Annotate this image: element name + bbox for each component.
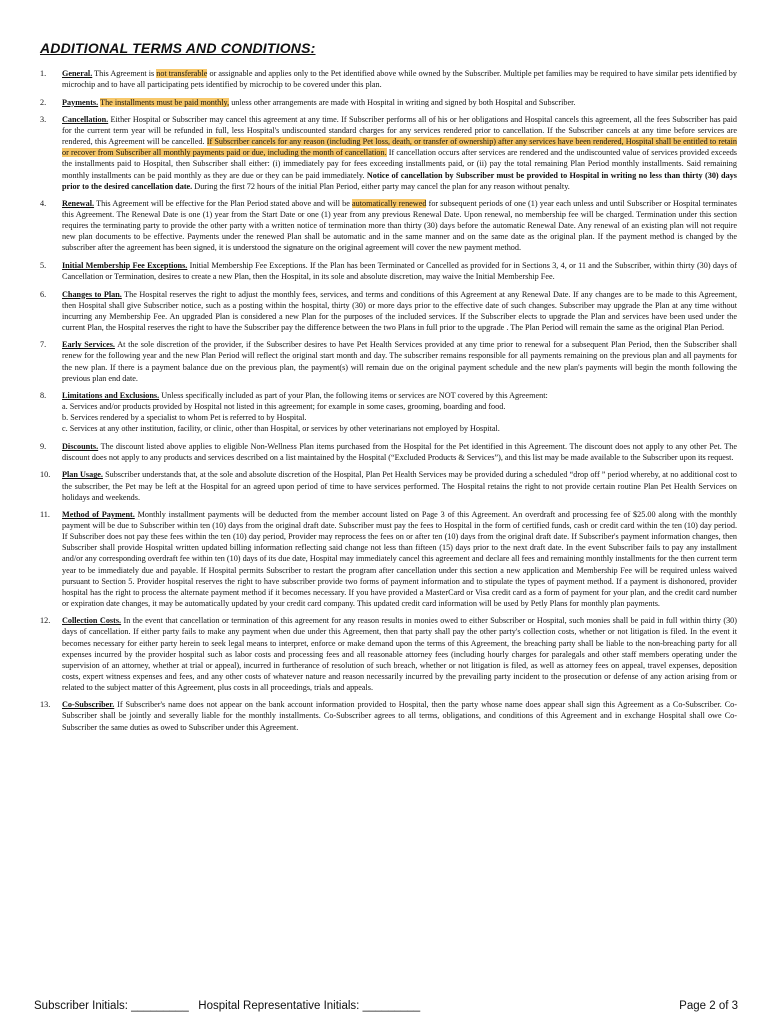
term-number: 10. (40, 470, 51, 480)
exclusion-item: c. Services at any other institution, facility, or clinic, other than Hospital, or services by other veterinarians not employed by Hospital. (62, 424, 500, 434)
term-text: Unless specifically included as part of your Plan, the following items or services are NOT covered by this Agreement: (159, 391, 548, 401)
term-text: If Subscriber's name does not appear on the bank account information provided to Hospital, then the party whose name does appear shall sign this Agreement as a Co-Subscriber. Co-Subscriber shall be jointly and severally liable for the monthly installments. Co-Subscriber agrees to all terms, obligations, and conditions of this Agreement and in exchange Hospital shall owe Co-Subscriber the same duties as owed to Subscriber under this Agreement. (62, 700, 737, 732)
term-early-services (34, 339, 737, 383)
term-heading: General. (62, 69, 93, 78)
term-number: 8. (40, 391, 47, 401)
term-text: In the event that cancellation or termination of this agreement for any reason results in monies owed to either Subscriber or Hospital, such monies shall be paid in full within thirty (30) days of cancellation. If either party fails to make any payment when due under this Agreement, then that party shall pay the other party's collection costs, whether or not litigation is filed. In the event it becomes necessary for either party herein to seek legal means to interpret, enforce or make demand upon the terms of this Agreement, the breaching party shall be liable to the non-breaching party for all expenses incurred by the provider hospital such as labor costs and processing fees and all reasonable attorney fees (including hourly charges for paralegals and other staff members operating under the supervision of an attorney, whether at trial or appeal), incurred in furtherance of resolution of such breach, whether or not litigation is filed, as well as attorney fees on appeal, travel expenses, deposition costs, expert witness expenses and fees, and any other costs of whatever nature and reason necessarily incurred by the prevailing party incident to the prosecution or defense of any action arising from or related to the subject matter of this Agreement, plus costs in all proceedings, trials and appeals. (62, 616, 737, 692)
term-payments (34, 97, 737, 108)
term-text: This Agreement is (92, 69, 157, 78)
term-heading: Payments. (62, 97, 99, 107)
term-general (34, 68, 737, 90)
initials-line: Subscriber Initials: _________ Hospital Representative Initials: _________ (34, 1000, 421, 1012)
term-heading: Method of Payment. (62, 510, 135, 520)
term-heading: Collection Costs. (62, 616, 122, 626)
term-heading: Plan Usage. (62, 470, 103, 480)
term-number: 4. (40, 199, 47, 209)
term-number: 5. (40, 260, 47, 270)
term-collection-costs (34, 615, 737, 693)
term-heading: Discounts. (62, 441, 99, 451)
term-discounts (34, 441, 737, 463)
term-text: for subsequent periods of one (1) year each unless and until Subscriber or Hospital terminates this Agreement. The Renewal Date is one (1) year from the Start Date or one (1) year from any previous Renewal Date. Upon renewal, no membership fee will be charged. Termination under this section requires the terminating party to provide the other party with a written notice of termination more than thirty (30) days before the automatic Renewal Date. Any renewal of an existing plan will not require new plan documents to be effective. Payments under the renewed Plan shall be automatic and in the same manner and on the same date as the original plan. If the payment method is changed by the subscriber after the agreement has been signed, it is understood the signature on the original agreement will cover the new payment method. (62, 199, 737, 253)
highlighted-text: not transferable (156, 69, 208, 78)
term-text: At the sole discretion of the provider, if the Subscriber desires to have Pet Health Services provided at any time prior to renewal for a subsequent Plan Period, then the Subscriber shall renew for the following year and the new Plan Period will reflect the original start month and day. The subscriber remains responsible for all payments remaining on the previous plan and all payments for the new plan. If there is a payment balance due on the previous plan, the payment(s) will remain due on the original payment schedule and the new plan's payments will begin the month following the previous plan end date. (62, 340, 738, 383)
section-title: ADDITIONAL TERMS AND CONDITIONS: (40, 40, 316, 56)
term-heading: Changes to Plan. (62, 289, 122, 299)
term-text: Initial Membership Fee Exceptions. If the Plan has been Terminated or Cancelled as provided for in Sections 3, 4, or 11 and the Subscriber, within thirty (30) days of Cancellation or Termination, desires to create a new Plan, then the Hospital, in its sole and absolute discretion, may waive the Initial Membership Fee. (62, 260, 737, 282)
highlighted-text: automatically renewed (352, 199, 427, 209)
term-text: This Agreement will be effective for the Plan Period stated above and will be (94, 199, 352, 209)
page-number: Page 2 of 3 (679, 1000, 738, 1012)
term-text: Subscriber understands that, at the sole and absolute discretion of the Hospital, Plan Pet Health Services may be provided during a scheduled “drop off ” period whereby, at no additional cost to the subscriber, the Pet may be left at the Hospital for an agreed upon period of time to have services performed. The Hospital retains the right to not provide certain routine Plan Pet Health Services on holidays and weekends. (62, 470, 738, 502)
term-plan-usage (34, 469, 737, 502)
highlighted-text: The installments must be paid monthly, (100, 97, 230, 107)
term-text: unless other arrangements are made with Hospital in writing and signed by both Hospital and Subscriber. (229, 97, 576, 107)
exclusion-item: a. Services and/or products provided by Hospital not listed in this agreement; for example in some cases, grooming, boarding and food. (62, 402, 506, 412)
term-text: Monthly installment payments will be deducted from the member account listed on Page 3 of this Agreement. An overdraft and processing fee of $25.00 along with the monthly payment will be due to Subscriber within ten (10) days from the original draft date. Subscriber must pay the fees to Hospital in the form of certified funds, cash or credit card within the ten (10) day period. If Subscriber does not pay these fees within the ten (10) day period, Provider may reprocess the fees on or after ten (10) days from the original draft date. If Subscriber's payment information changes, then Subscriber shall provide Hospital written updated billing information reflecting said change not less than fifteen (15) days prior to the next draft date. In the event Subscriber fails to pay any installment and/or any corresponding overdraft fee within ten (10) days of its due date, Hospital may immediately cancel this agreement and declare all fees and remaining monthly installments for the then current term year to be immediately due and payable. If Hospital permits Subscriber to restart the program after cancellation under this section a new application and Membership Fee will be required unless waived pursuant to Section 5. Provider hospital reserves the right to have subscriber provide two forms of payment information and to stipulate the types of payment method. If a payment is dishonored, provider hospital has the right to process the alternate payment method if it becomes necessary. If you have provided a MasterCard or Visa credit card as a form of payment for your plan, and the credit card number or expiration date changes, it may be automatically updated by your credit card company. This updated credit card information will be used by Petly Plans for monthly plan payments. (62, 510, 737, 608)
term-cancellation (34, 114, 737, 192)
term-number: 7. (40, 340, 47, 350)
term-heading: Co-Subscriber. (62, 700, 115, 710)
highlighted-text: If Subscriber cancels for any reason (including Pet loss, death, or transfer of ownership) after any services have been rendered, Hospital shall be entitled to retain or recover from Subscriber all monthly payments paid or due, including the month of cancellation. (62, 137, 738, 158)
term-heading: Cancellation. (62, 115, 109, 125)
term-text: The Hospital reserves the right to adjust the monthly fees, services, and terms and conditions of this Agreement at any Renewal Date. If any changes are to be made to this Agreement, then Hospital shall give Subscriber notice, such as a posting within the hospital, thirty (30) or more days prior to the effective date of such changes. Subscriber may upgrade the Plan at any time without incurring any Membership Fee. An upgraded Plan is considered a new Plan for the purposes of the included services. If the Subscriber elects to upgrade the Plan and services have been used under the current Plan, the Hospital reserves the right to have the Subscriber pay the difference between the two Plans in full prior to the upgrade . The Plan Period will remain the same as the original Plan Period. (62, 289, 737, 332)
terms-list (34, 68, 737, 739)
term-text: Either Hospital or Subscriber may cancel this agreement at any time. If Subscriber performs all of his or her obligations and Hospital cancels this agreement, all the fees Subscriber has paid for the current term year will be refunded in full, less Hospital's undiscounted standard charges for any services rendered prior to cancellation. If the Subscriber cancels at any time before services are rendered, this Agreement will be cancelled. (62, 115, 737, 147)
bold-notice-text: Notice of cancellation by Subscriber must be provided to Hospital in writing no less than thirty (30) days prior to the desired cancellation date. (62, 170, 737, 191)
term-number: 12. (40, 616, 51, 626)
term-initial-membership-fee (34, 260, 737, 282)
term-method-of-payment (34, 509, 737, 609)
term-heading: Initial Membership Fee Exceptions. (62, 260, 188, 270)
term-text: The discount listed above applies to eligible Non-Wellness Plan items purchased from the Hospital for the Pet identified in this Agreement. The discount does not apply to any other Pet. The discount does not apply to any products and services described on a list maintained by the Hospital (“Excluded Products & Services”), and this list may be made available to the Subscriber upon its request. (62, 441, 737, 462)
term-heading: Early Services. (62, 340, 115, 350)
term-number: 3. (40, 115, 47, 125)
term-number: 6. (40, 289, 47, 299)
term-heading: Limitations and Exclusions. (62, 391, 160, 401)
term-text: If cancellation occurs after services are rendered and the undiscounted value of services provided exceeds the installments paid to Hospital, then Subscriber shall either: (i) immediately pay for fees exceeding installments paid, or (ii) pay the total remaining Plan Period monthly installments. Said remaining monthly installments can be paid monthly as they are due or they can be paid immediately. (62, 148, 737, 180)
term-limitations (34, 390, 737, 434)
term-text: or assignable and applies only to the Pet identified above while owned by the Subscriber. Multiple pet families may be required to have similar pets identified by microchip and to have all participating pets identified by microchip to be covered under this plan. (62, 69, 737, 90)
term-changes-to-plan (34, 289, 737, 333)
term-number: 9. (40, 441, 47, 451)
exclusion-item: b. Services rendered by a specialist to whom Pet is referred to by Hospital. (62, 413, 307, 423)
term-co-subscriber (34, 699, 737, 732)
term-number: 1. (40, 69, 47, 78)
term-heading: Renewal. (62, 199, 95, 209)
term-number: 13. (40, 700, 51, 710)
term-number: 2. (40, 97, 47, 107)
term-renewal (34, 198, 737, 253)
term-text: During the first 72 hours of the initial Plan Period, either party may cancel the plan for any reason without penalty. (192, 181, 570, 191)
term-number: 11. (40, 510, 50, 520)
